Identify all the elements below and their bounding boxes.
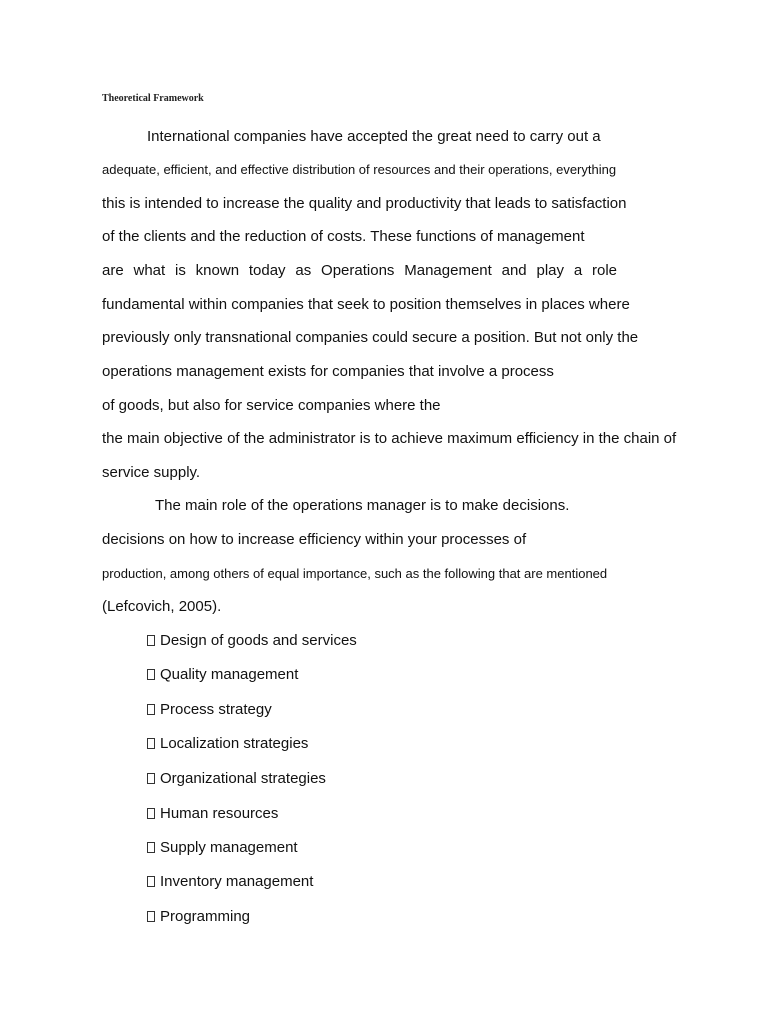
paragraph-line: production, among others of equal importance, such as the following that are mentioned <box>102 566 608 581</box>
paragraph-line: the main objective of the administrator is to achieve maximum efficiency in the chain of <box>102 430 677 447</box>
paragraph-line: are what is known today as Operations Management and play a role <box>102 262 617 279</box>
list-item <box>147 908 250 926</box>
paragraph-line: fundamental within companies that seek to position themselves in places where <box>102 296 630 313</box>
paragraph-line: operations management exists for companies that involve a process <box>102 363 554 380</box>
paragraph-line: previously only transnational companies could secure a position. But not only the <box>102 329 639 346</box>
checkbox-icon <box>147 842 155 853</box>
checkbox-icon <box>147 911 155 922</box>
list-item-label: Organizational strategies <box>160 770 326 787</box>
list-item <box>147 666 298 684</box>
paragraph-line: (Lefcovich, 2005). <box>102 598 222 615</box>
checkbox-icon <box>147 669 155 680</box>
checkbox-icon <box>147 738 155 749</box>
list-item <box>147 805 278 823</box>
paragraph-line: this is intended to increase the quality and productivity that leads to satisfaction <box>102 195 627 212</box>
list-item-label: Process strategy <box>160 701 272 718</box>
list-item-label: Programming <box>160 908 251 925</box>
checkbox-icon <box>147 876 155 887</box>
checkbox-icon <box>147 808 155 819</box>
checkbox-icon <box>147 704 155 715</box>
list-item <box>147 701 272 719</box>
list-item <box>147 632 357 650</box>
list-item <box>147 873 313 891</box>
list-item-label: Localization strategies <box>160 735 309 752</box>
paragraph-line: service supply. <box>102 464 201 481</box>
list-item <box>147 770 326 788</box>
paragraph-line: decisions on how to increase efficiency within your processes of <box>102 531 527 548</box>
paragraph-line: adequate, efficient, and effective distribution of resources and their operations, everything <box>102 162 617 177</box>
list-item <box>147 735 308 753</box>
paragraph-line: The main role of the operations manager is to make decisions. <box>155 497 570 514</box>
list-item-label: Quality management <box>160 666 299 683</box>
checkbox-icon <box>147 773 155 784</box>
list-item-label: Inventory management <box>160 873 314 890</box>
paragraph-line: of the clients and the reduction of costs. These functions of management <box>102 228 585 245</box>
list-item-label: Human resources <box>160 805 279 822</box>
list-item-label: Supply management <box>160 839 298 856</box>
paragraph-line: of goods, but also for service companies where the <box>102 397 441 414</box>
section-heading: Theoretical Framework <box>102 93 204 104</box>
paragraph-line: International companies have accepted the great need to carry out a <box>147 128 601 145</box>
checkbox-icon <box>147 635 155 646</box>
list-item-label: Design of goods and services <box>160 632 357 649</box>
list-item <box>147 839 298 857</box>
